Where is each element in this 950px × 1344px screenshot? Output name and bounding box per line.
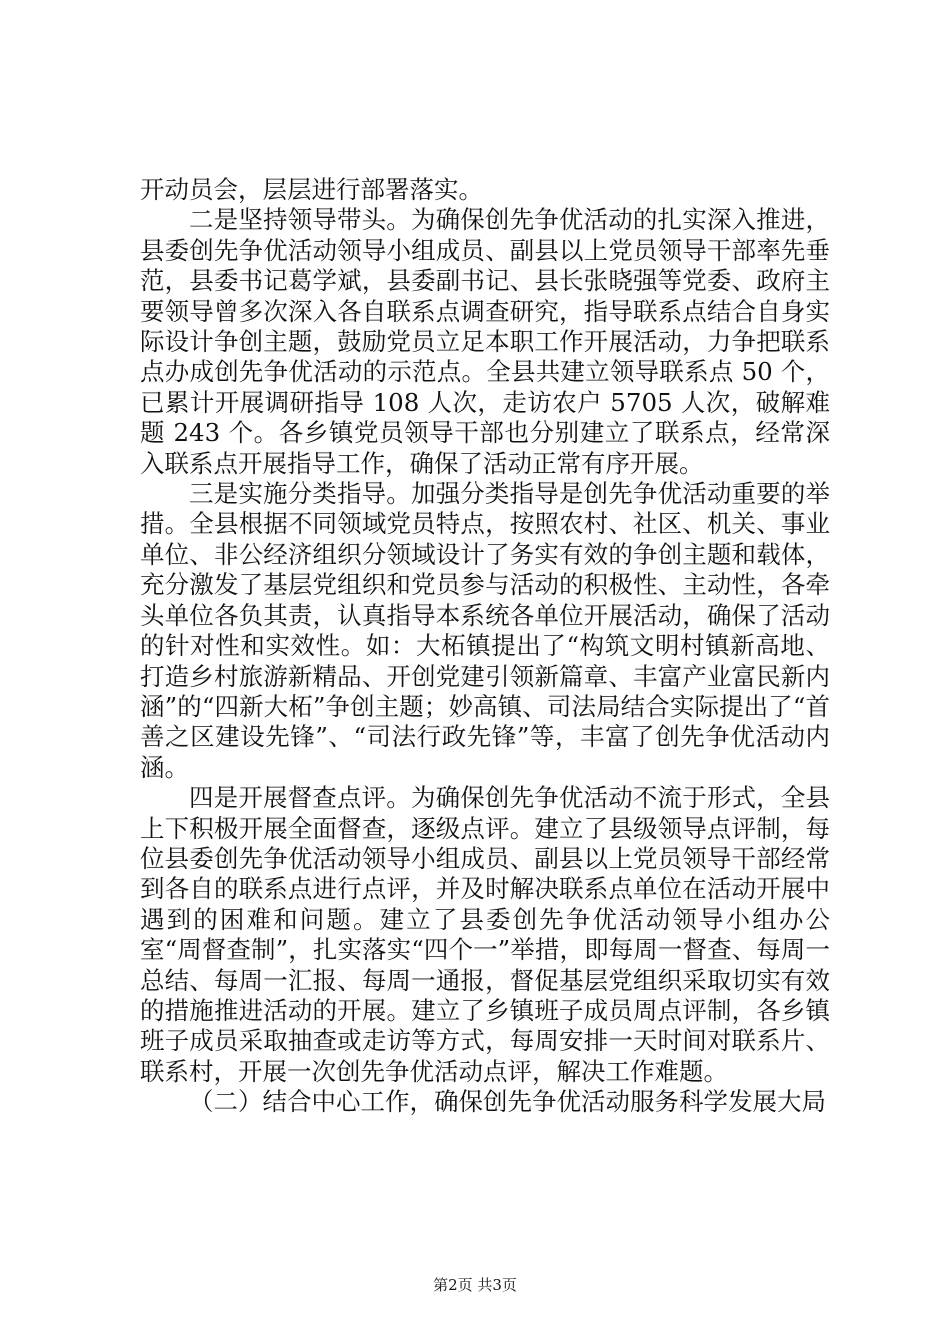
paragraph: 四是开展督查点评。为确保创先争优活动不流于形式，全县上下积极开展全面督查，逐级点评。建立了县级领导点评制，每位县委创先争优活动领导小组成员、副县以上党员领导干部经常到各自的联系点进行点评，并及时解决联系点单位在活动开展中遇到的困难和问题。建立了县委创先争优活动领导小组办公室“周督查制”，扎实落实“四个一”举措，即每周一督查、每周一总结、每周一汇报、每周一通报，督促基层党组织采取切实有效的措施推进活动的开展。建立了乡镇班子成员周点评制，各乡镇班子成员采取抽查或走访等方式，每周安排一天时间对联系片、联系村，开展一次创先争优活动点评，解决工作难题。: [140, 783, 830, 1086]
section-heading: （二）结合中心工作，确保创先争优活动服务科学发展大局: [189, 1087, 826, 1117]
document-body: [140, 175, 830, 1118]
page-number-footer: 第2页 共3页: [433, 1276, 517, 1294]
paragraph: 二是坚持领导带头。为确保创先争优活动的扎实深入推进，县委创先争优活动领导小组成员、副县以上党员领导干部率先垂范，县委书记葛学斌，县委副书记、县长张晓强等党委、政府主要领导曾多次深入各自联系点调查研究，指导联系点结合自身实际设计争创主题，鼓励党员立足本职工作开展活动，力争把联系点办成创先争优活动的示范点。全县共建立领导联系点 50 个，已累计开展调研指导 108 人次，走访农户 5705 人次，破解难题 243 个。各乡镇党员领导干部也分别建立了联系点，经常深入联系点开展指导工作，确保了活动正常有序开展。: [140, 205, 830, 478]
paragraph: 开动员会，层层进行部署落实。: [140, 175, 483, 204]
paragraph: 三是实施分类指导。加强分类指导是创先争优活动重要的举措。全县根据不同领域党员特点，按照农村、社区、机关、事业单位、非公经济组织分领域设计了务实有效的争创主题和载体，充分激发了基层党组织和党员参与活动的积极性、主动性，各牵头单位各负其责，认真指导本系统各单位开展活动，确保了活动的针对性和实效性。如：大柘镇提出了“构筑文明村镇新高地、打造乡村旅游新精品、开创党建引领新篇章、丰富产业富民新内涵”的“四新大柘”争创主题；妙高镇、司法局结合实际提出了“首善之区建设先锋”、“司法行政先锋”等，丰富了创先争优活动内涵。: [140, 479, 830, 782]
